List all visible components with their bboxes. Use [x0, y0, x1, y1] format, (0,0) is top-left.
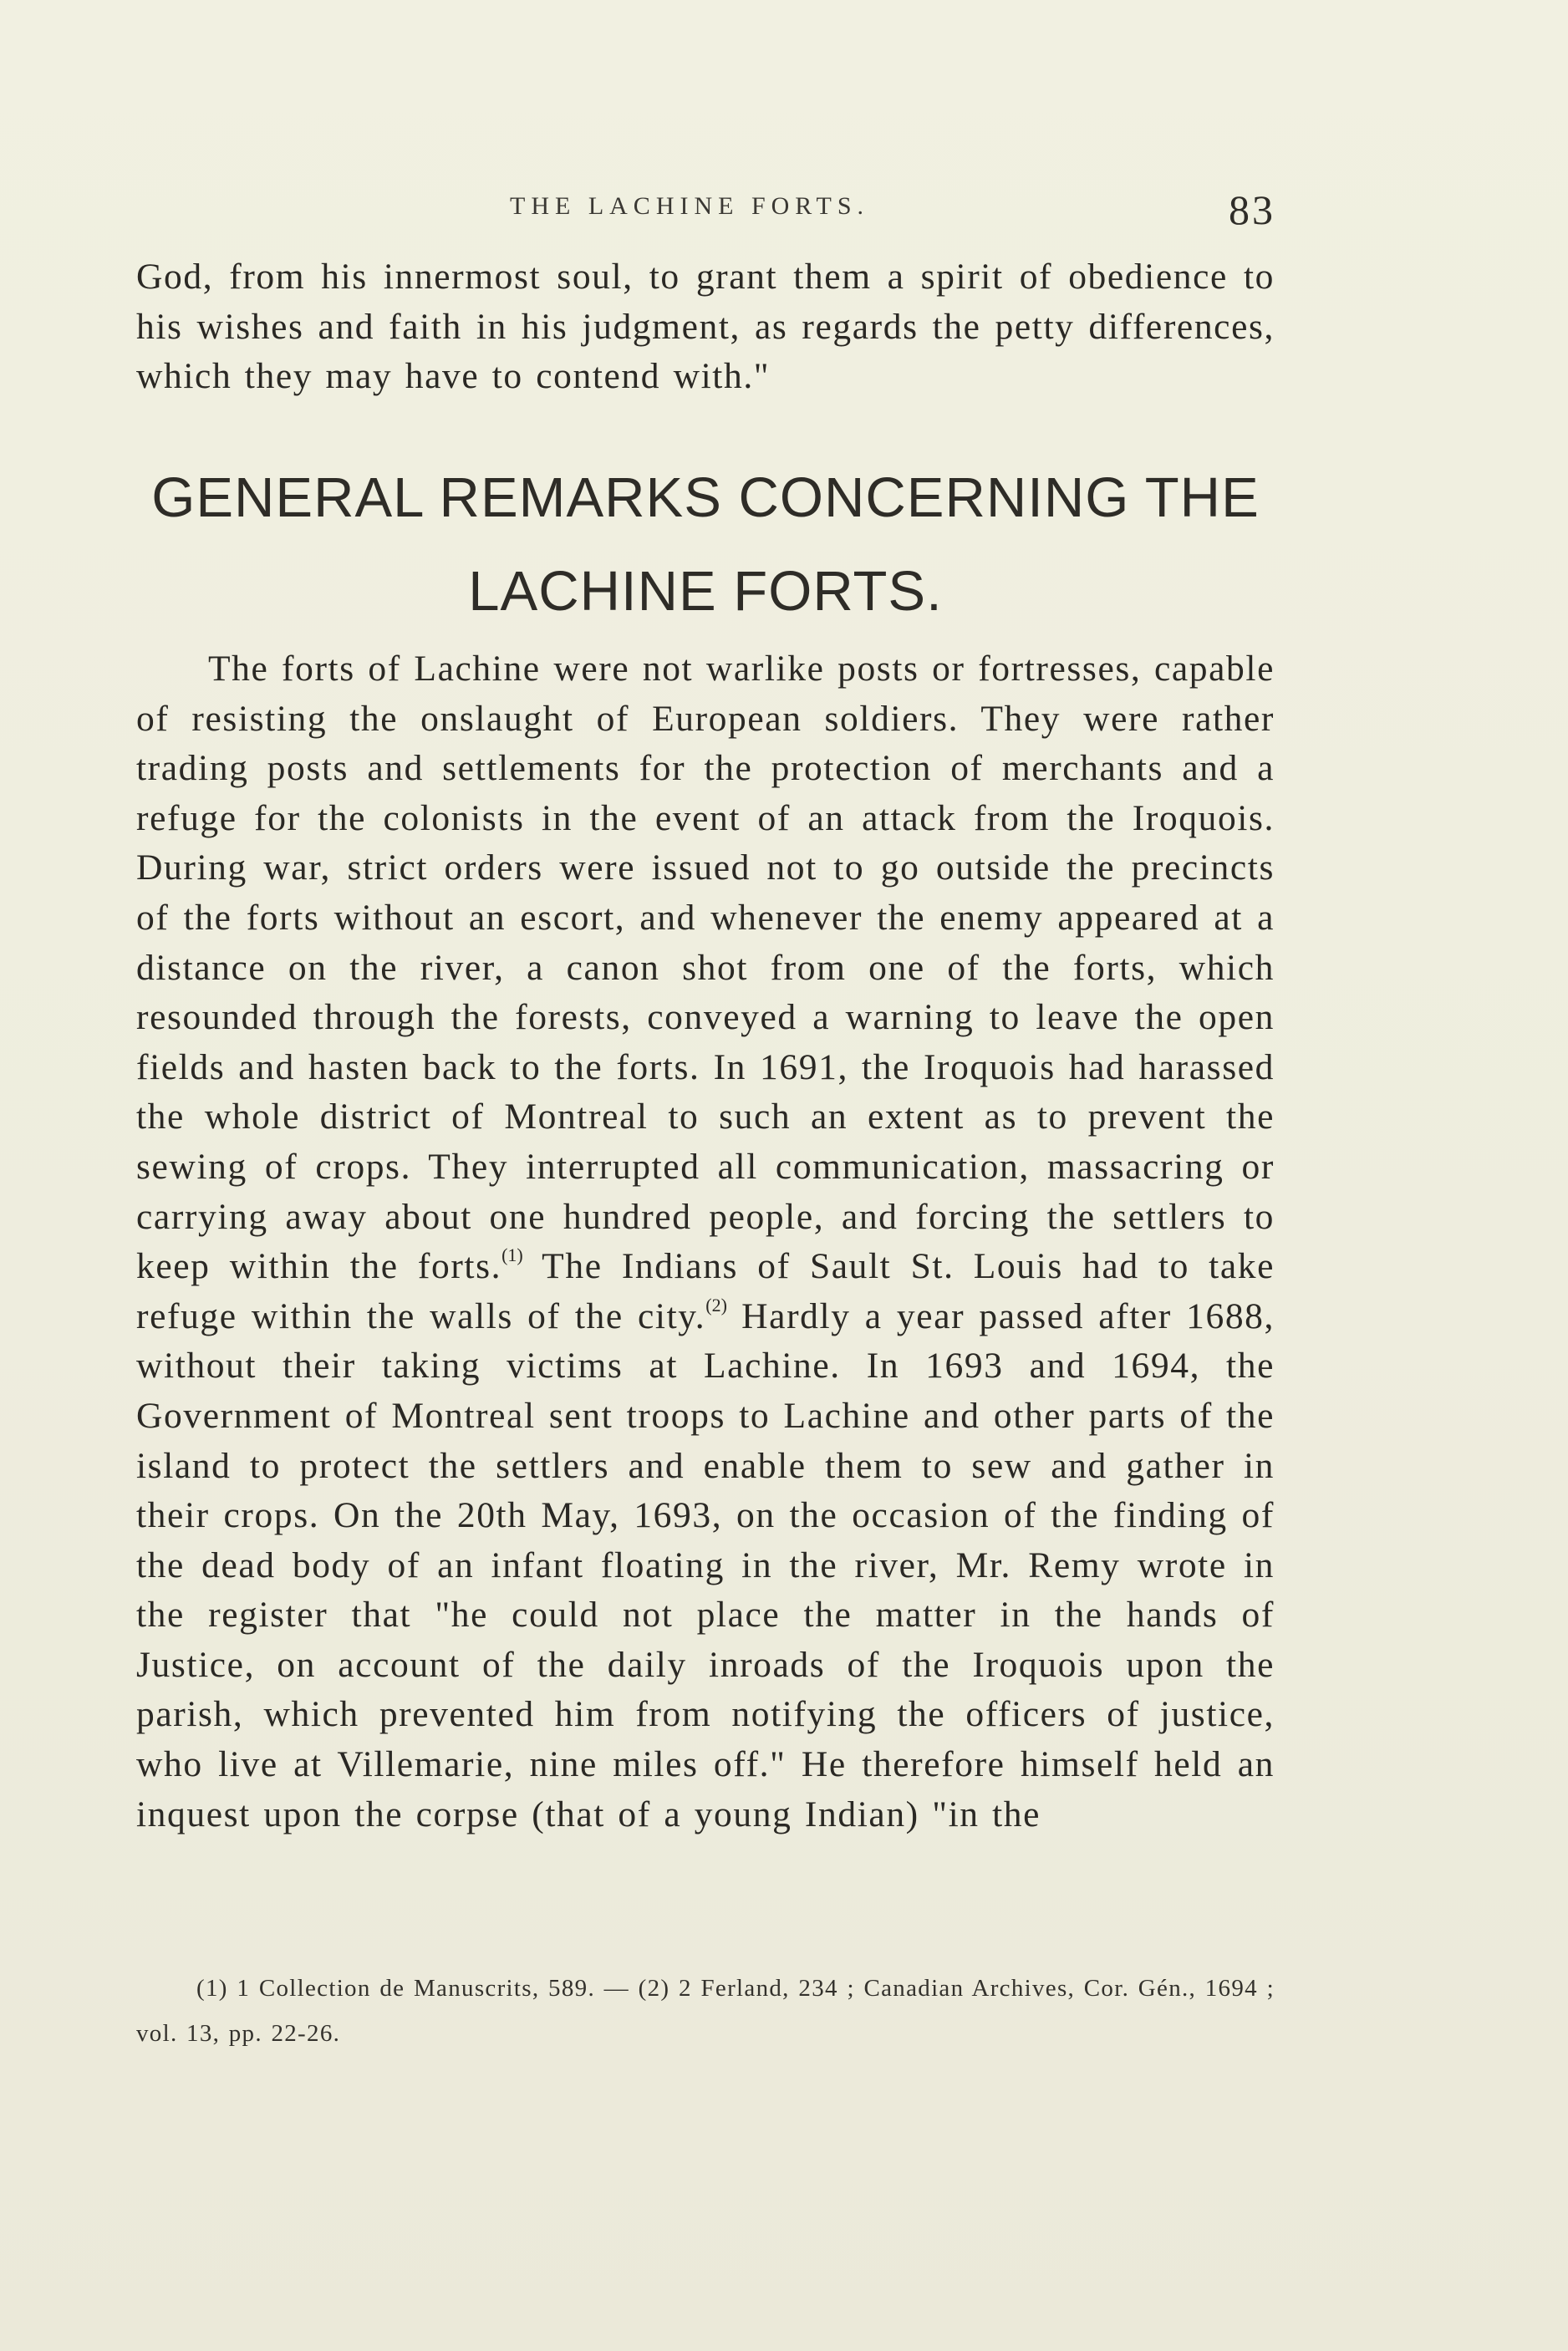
- section-heading-line-2: LACHINE FORTS.: [468, 560, 943, 623]
- footnote-ref-2: (2): [705, 1294, 727, 1315]
- running-head: THE LACHINE FORTS.: [510, 192, 870, 220]
- body-text-part-2: The Indians of Sault St. Louis had to take refuge within the walls of the city.: [136, 1246, 1275, 1336]
- section-heading: [136, 451, 1275, 639]
- section-heading-line-1: GENERAL REMARKS CONCERNING THE: [151, 466, 1260, 529]
- page-header: [0, 182, 1568, 232]
- footnote-ref-1: (1): [501, 1244, 523, 1266]
- body-paragraph: [136, 644, 1275, 1840]
- footnotes: (1) 1 Collection de Manuscrits, 589. — (2) 2 Ferland, 234 ; Canadian Archives, Cor. Gén., 1694 ; vol. 13, pp. 22-26.: [136, 1975, 1275, 2047]
- body-text-part-1: The forts of Lachine were not warlike posts or fortresses, capable of resisting the onslaught of European soldiers. They were rather trading posts and settlements for the protection of merchants and a refuge for the colonists in the event of an attack from the Iroquois. During war, strict orders were issued not to go outside the precincts of the forts without an escort, and whenever the enemy appeared at a distance on the river, a canon shot from one of the forts, which resounded through the forests, conveyed a warning to leave the open fields and hasten back to the forts. In 1691, the Iroquois had harassed the whole district of Montreal to such an extent as to prevent the sewing of crops. They interrupted all communication, massacring or carrying away about one hundred people, and forcing the settlers to keep within the forts.: [136, 649, 1275, 1287]
- page-number: 83: [1229, 186, 1275, 233]
- continuation-paragraph: God, from his innermost soul, to grant them a spirit of obedience to his wishes and faith in his judgment, as regards the petty differences, which they may have to contend with.": [136, 257, 1275, 397]
- body-text-part-3: Hardly a year passed after 1688, without their taking victims at Lachine. In 1693 and 1694, the Government of Montreal sent troops to Lachine and other parts of the island to protect the settlers and enable them to sew and gather in their crops. On the 20th May, 1693, on the occasion of the finding of the dead body of an infant floating in the river, Mr. Remy wrote in the register that "he could not place the matter in the hands of Justice, on account of the daily inroads of the Iroquois upon the parish, which prevented him from notifying the officers of justice, who live at Villemarie, nine miles off." He therefore himself held an inquest upon the corpse (that of a young Indian) "in the: [136, 1295, 1275, 1834]
